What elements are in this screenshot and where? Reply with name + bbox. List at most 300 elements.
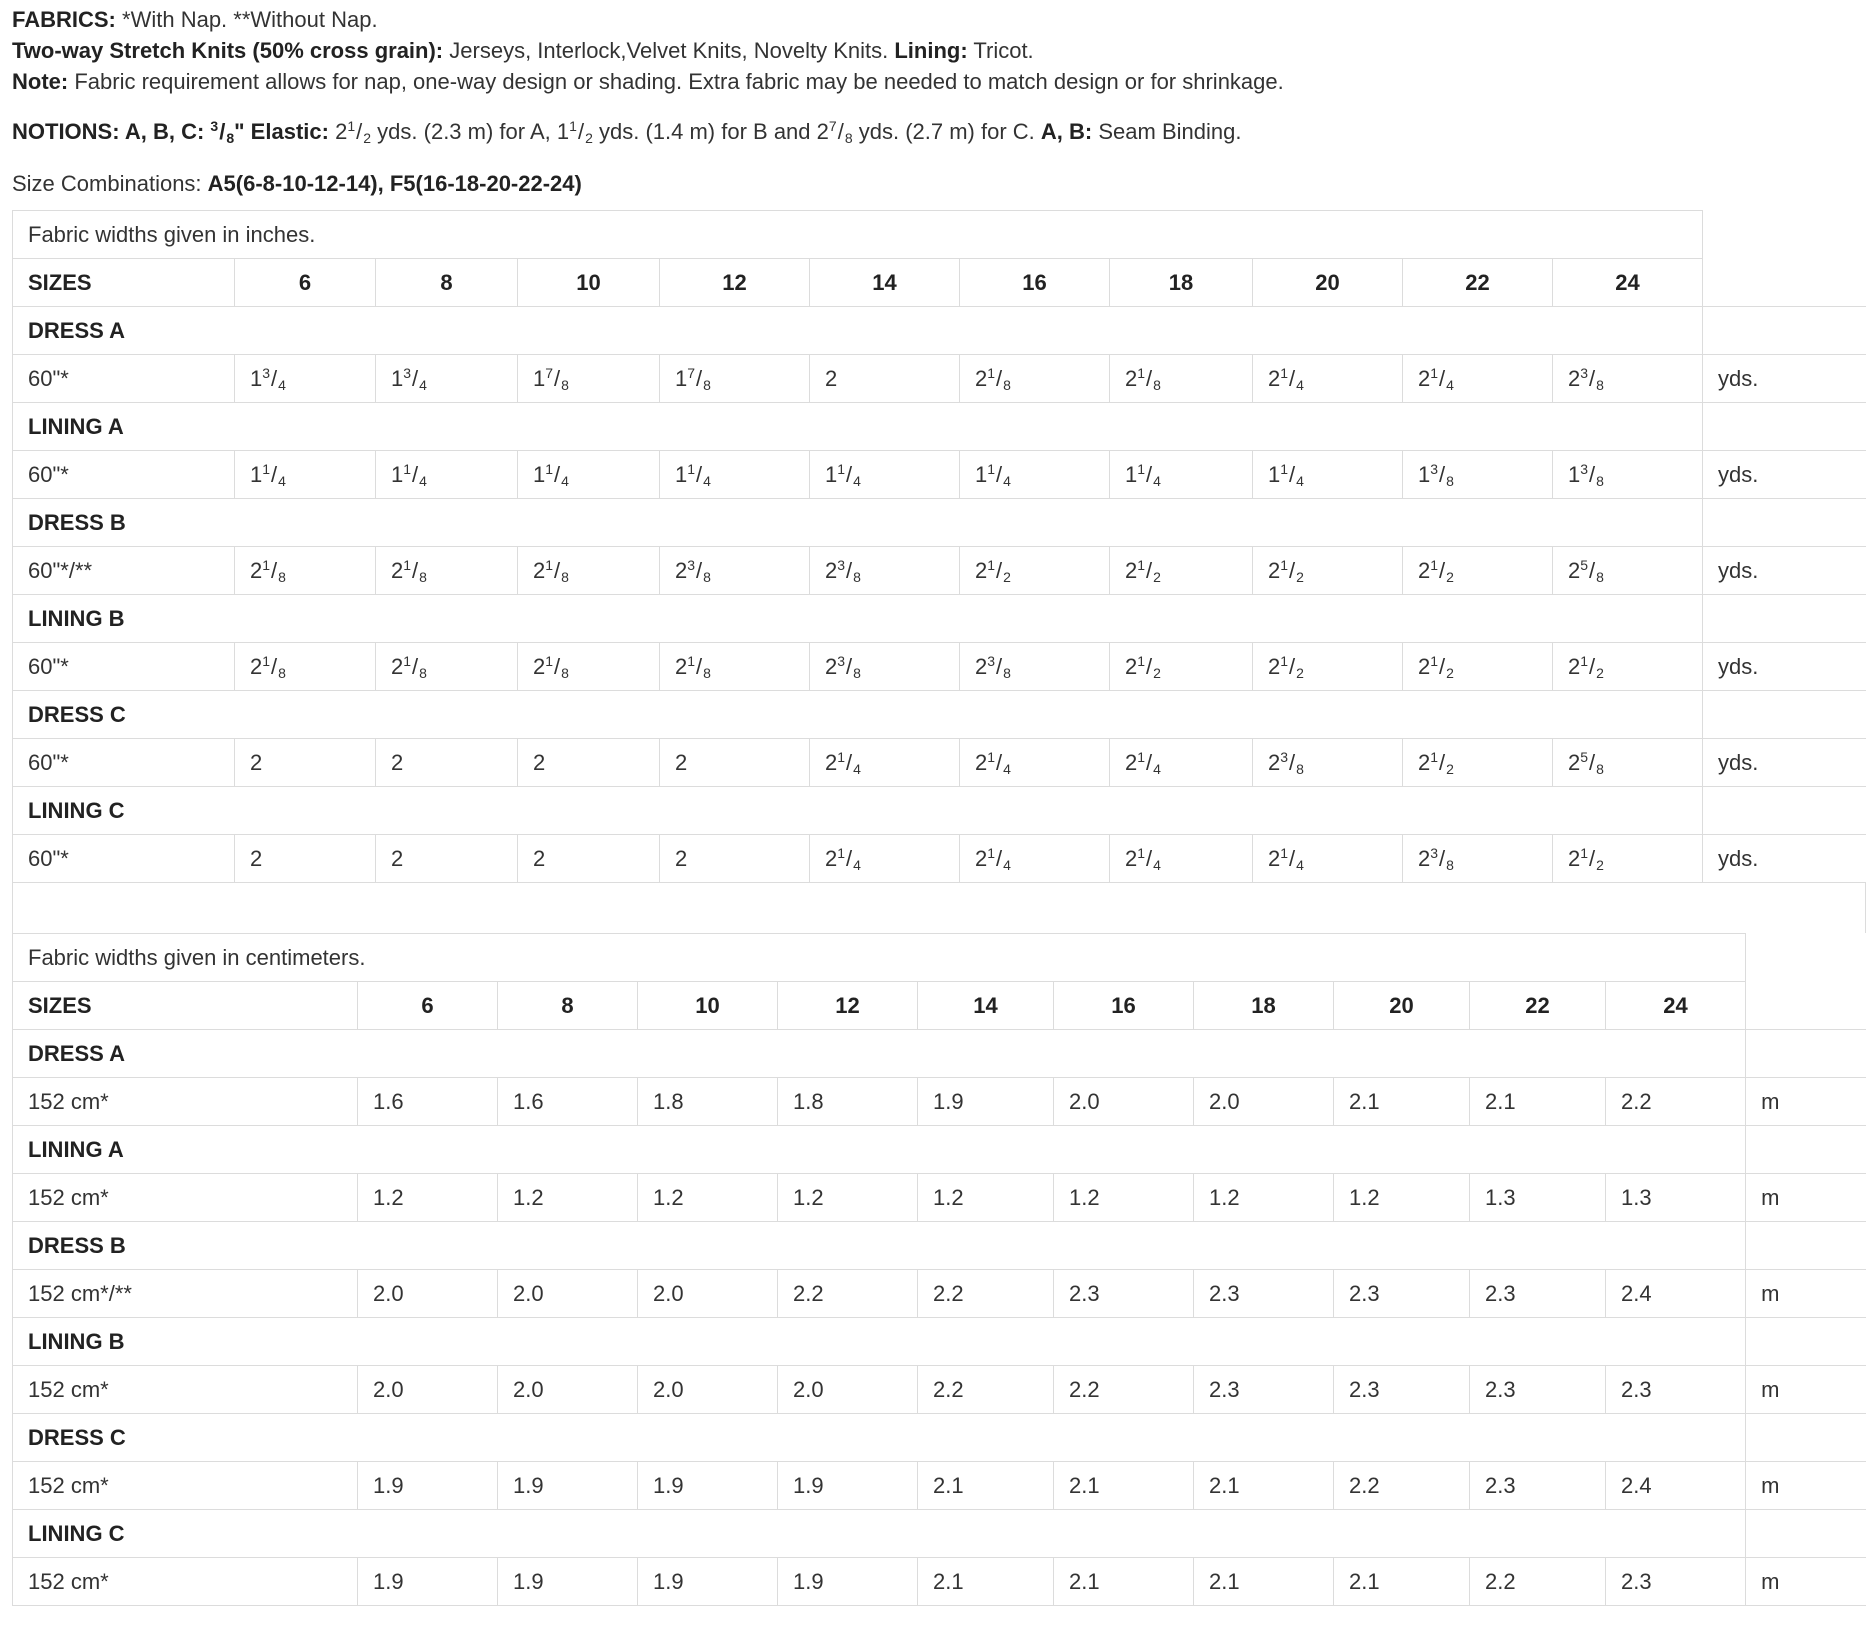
table-row	[13, 355, 1866, 403]
fraction-numerator: 1	[1137, 460, 1146, 477]
fraction-denominator: 8	[853, 664, 861, 681]
fraction-denominator: 2	[1296, 664, 1304, 681]
unit-label: yds.	[1703, 643, 1866, 691]
size-header: 14	[810, 259, 960, 307]
fraction-slash: /	[846, 845, 853, 871]
yardage-fraction	[545, 557, 569, 585]
fraction-numerator: 1	[837, 748, 846, 765]
fraction-denominator: 8	[561, 376, 569, 393]
yardage-whole: 1	[533, 461, 546, 487]
yardage-whole: 2	[533, 653, 546, 679]
yardage-fraction	[1280, 845, 1304, 873]
yardage-fraction	[687, 365, 711, 393]
yardage-cell: 1.6	[498, 1078, 638, 1126]
size-header: 16	[960, 259, 1110, 307]
fraction-slash: /	[1589, 461, 1596, 487]
yardage-cell	[660, 643, 810, 691]
fraction-slash: /	[554, 653, 561, 679]
fraction-denominator: 4	[853, 472, 861, 489]
yardage-cell	[960, 451, 1110, 499]
yardage-cell: 1.9	[498, 1462, 638, 1510]
yardage-fraction	[837, 557, 861, 585]
yardage-fraction	[837, 461, 861, 489]
fraction-denominator: 4	[419, 376, 427, 393]
yardage-fraction	[262, 557, 286, 585]
garment-name: LINING B	[13, 595, 1703, 643]
fraction-denominator: 8	[853, 568, 861, 585]
fraction-denominator: 4	[1153, 760, 1161, 777]
fraction-numerator: 1	[1430, 556, 1439, 573]
yardage-cell: 1.8	[638, 1078, 778, 1126]
yardage-fraction	[403, 461, 427, 489]
fraction-slash: /	[271, 557, 278, 583]
fraction-denominator: 8	[561, 664, 569, 681]
fraction-denominator: 2	[1153, 664, 1161, 681]
fabric-width: 60"*/**	[13, 547, 235, 595]
yardage-cell	[1403, 643, 1553, 691]
yardage-whole: 2	[1125, 653, 1138, 679]
yardage-whole: 2	[1268, 749, 1281, 775]
fraction-slash: /	[554, 365, 561, 391]
fraction-denominator: 4	[1003, 472, 1011, 489]
yardage-fraction	[1280, 749, 1304, 777]
garment-name: DRESS A	[13, 307, 1703, 355]
size-combinations-line	[12, 168, 1854, 199]
fraction-denominator: 8	[1446, 856, 1454, 873]
fraction-numerator: 1	[545, 652, 554, 669]
fraction-numerator: 5	[1580, 556, 1589, 573]
yardage-cell: 2.3	[1606, 1558, 1746, 1606]
unit-label: m	[1746, 1558, 1866, 1606]
yardage-cell	[1253, 355, 1403, 403]
fraction-slash: /	[412, 653, 419, 679]
size-header: 8	[498, 982, 638, 1030]
fraction-slash: /	[1439, 749, 1446, 775]
blank-cell	[1746, 1126, 1866, 1174]
yardage-whole: 2	[975, 365, 988, 391]
fraction-slash: /	[1439, 557, 1446, 583]
table-row	[13, 1462, 1866, 1510]
fraction-slash: /	[1589, 653, 1596, 679]
size-header: 24	[1553, 259, 1703, 307]
yardage-fraction	[987, 749, 1011, 777]
yardage-cell	[810, 835, 960, 883]
size-header: 10	[518, 259, 660, 307]
fraction-denominator: 4	[1446, 376, 1454, 393]
yardage-fraction	[1580, 749, 1604, 777]
yardage-whole: 2	[250, 845, 263, 871]
yardage-cell: 2.1	[1054, 1462, 1194, 1510]
yardage-fraction	[1280, 365, 1304, 393]
fraction-slash: /	[1146, 365, 1153, 391]
fraction-numerator: 1	[1580, 844, 1589, 861]
fraction-denominator: 4	[278, 376, 286, 393]
fraction-slash: /	[696, 461, 703, 487]
yardage-cell	[1553, 355, 1703, 403]
notions-line	[12, 111, 1854, 154]
fraction-denominator: 2	[1596, 664, 1604, 681]
yardage-fraction	[1430, 365, 1454, 393]
size-header: 20	[1253, 259, 1403, 307]
yardage-whole: 2	[391, 557, 404, 583]
fraction-slash: /	[412, 557, 419, 583]
fraction-slash: /	[696, 365, 703, 391]
yardage-whole: 2	[975, 557, 988, 583]
yardage-cell: 2.1	[1470, 1078, 1606, 1126]
size-header: 20	[1334, 982, 1470, 1030]
fraction-slash: /	[996, 845, 1003, 871]
fraction-denominator: 4	[1003, 856, 1011, 873]
fraction-denominator: 2	[1003, 568, 1011, 585]
yardage-whole: 2	[975, 749, 988, 775]
fraction-slash: /	[271, 461, 278, 487]
sizes-label: SIZES	[13, 259, 235, 307]
yardage-cell: 1.9	[778, 1462, 918, 1510]
yardage-whole: 1	[1268, 461, 1281, 487]
fraction-numerator: 3	[1580, 364, 1589, 381]
inches-requirements-table	[12, 210, 1866, 883]
yardage-fraction	[1430, 845, 1454, 873]
yardage-cell: 2.1	[918, 1462, 1054, 1510]
fraction-numerator: 3	[987, 652, 996, 669]
fraction-numerator: 1	[1137, 364, 1146, 381]
yardage-whole: 2	[250, 653, 263, 679]
note-line	[12, 66, 1854, 97]
fraction-numerator: 7	[545, 364, 554, 381]
yardage-cell: 2.2	[1054, 1366, 1194, 1414]
yardage-whole: 2	[1418, 557, 1431, 583]
yardage-whole: 1	[825, 461, 838, 487]
fraction-denominator: 8	[278, 664, 286, 681]
fraction-denominator: 2	[1596, 856, 1604, 873]
caption-row	[13, 934, 1866, 982]
yardage-cell: 1.9	[638, 1462, 778, 1510]
yardage-fraction	[1580, 557, 1604, 585]
fraction-denominator: 8	[1003, 664, 1011, 681]
yardage-whole: 1	[675, 461, 688, 487]
lining-label: Lining:	[894, 38, 968, 63]
elastic-label: " Elastic:	[234, 119, 329, 144]
yardage-cell	[960, 739, 1110, 787]
yardage-cell	[1553, 835, 1703, 883]
yardage-cell: 2.3	[1470, 1462, 1606, 1510]
fabric-width: 152 cm*	[13, 1078, 358, 1126]
fraction-slash: /	[1289, 749, 1296, 775]
fraction-slash: /	[846, 557, 853, 583]
yardage-cell: 2.3	[1470, 1270, 1606, 1318]
yardage-cell: 1.2	[1334, 1174, 1470, 1222]
size-header: 8	[376, 259, 518, 307]
fraction-denominator: 8	[703, 664, 711, 681]
fraction-numerator: 1	[1137, 844, 1146, 861]
yardage-fraction	[837, 653, 861, 681]
yardage-fraction	[1430, 653, 1454, 681]
fraction-denominator: 4	[1153, 856, 1161, 873]
fraction-slash: /	[1146, 749, 1153, 775]
fraction-slash: /	[1146, 461, 1153, 487]
yardage-whole: 2	[1125, 749, 1138, 775]
garment-row	[13, 595, 1866, 643]
size-header: 6	[358, 982, 498, 1030]
blank-cell	[1703, 499, 1866, 547]
elastic-width-fraction: $^3/_8$	[210, 118, 235, 146]
yardage-cell: 1.2	[918, 1174, 1054, 1222]
yardage-cell	[1403, 451, 1553, 499]
fraction-slash: /	[846, 749, 853, 775]
fraction-slash: /	[1289, 845, 1296, 871]
yardage-fraction	[1137, 653, 1161, 681]
yardage-cell	[960, 643, 1110, 691]
yardage-cell: 2.1	[1194, 1462, 1334, 1510]
yardage-fraction	[545, 461, 569, 489]
garment-name: LINING C	[13, 1510, 1746, 1558]
fraction-slash: /	[1589, 749, 1596, 775]
elastic-a-text: yds. (2.3 m) for A,	[377, 119, 551, 144]
yardage-cell	[235, 835, 376, 883]
yardage-cell	[660, 355, 810, 403]
yardage-whole: 2	[1268, 365, 1281, 391]
yardage-cell: 2.3	[1606, 1366, 1746, 1414]
notions-label: NOTIONS: A, B, C:	[12, 119, 205, 144]
yardage-cell	[1553, 451, 1703, 499]
blank-cell	[1746, 934, 1866, 982]
fraction-numerator: 1	[987, 556, 996, 573]
fraction-slash: /	[846, 461, 853, 487]
yardage-whole: 2	[1125, 365, 1138, 391]
fraction-slash: /	[1589, 845, 1596, 871]
yardage-whole: 2	[1125, 557, 1138, 583]
yardage-cell	[660, 547, 810, 595]
note-label: Note:	[12, 69, 69, 94]
fraction-numerator: 3	[687, 556, 696, 573]
fraction-numerator: 1	[1280, 460, 1289, 477]
centimeters-requirements-table	[12, 933, 1866, 1606]
yardage-whole: 1	[1568, 461, 1581, 487]
fraction-denominator: 8	[1596, 568, 1604, 585]
yardage-cell	[376, 547, 518, 595]
fraction-slash: /	[996, 557, 1003, 583]
yardage-cell: 1.9	[918, 1078, 1054, 1126]
fraction-denominator: 4	[1296, 472, 1304, 489]
yardage-cell	[1553, 547, 1703, 595]
fraction-slash: /	[696, 557, 703, 583]
yardage-cell	[376, 835, 518, 883]
elastic-c-amount: $2^7/_8$	[816, 118, 853, 146]
yardage-whole: 1	[250, 365, 263, 391]
yardage-cell: 2.3	[1334, 1270, 1470, 1318]
yardage-cell: 2.0	[498, 1270, 638, 1318]
fraction-slash: /	[1589, 365, 1596, 391]
fraction-numerator: 1	[687, 460, 696, 477]
yardage-cell	[376, 739, 518, 787]
yardage-cell	[1553, 739, 1703, 787]
garment-name: LINING B	[13, 1318, 1746, 1366]
yardage-whole: 2	[1268, 653, 1281, 679]
table-row	[13, 1366, 1866, 1414]
yardage-cell	[1110, 643, 1253, 691]
fraction-denominator: 8	[1446, 472, 1454, 489]
yardage-fraction	[545, 365, 569, 393]
fabric-width: 152 cm*	[13, 1174, 358, 1222]
garment-row	[13, 499, 1866, 547]
fraction-denominator: 4	[1296, 376, 1304, 393]
yardage-whole: 2	[825, 653, 838, 679]
yardage-cell	[518, 739, 660, 787]
table-row	[13, 451, 1866, 499]
fraction-denominator: 4	[1003, 760, 1011, 777]
fraction-denominator: 4	[1153, 472, 1161, 489]
yardage-cell: 1.9	[778, 1558, 918, 1606]
yardage-cell	[1403, 547, 1553, 595]
yardage-fraction	[262, 365, 286, 393]
fraction-denominator: 8	[703, 568, 711, 585]
yardage-cell: 1.9	[498, 1558, 638, 1606]
fraction-numerator: 1	[1280, 364, 1289, 381]
yardage-cell	[235, 739, 376, 787]
fraction-slash: /	[1289, 557, 1296, 583]
size-header: 12	[660, 259, 810, 307]
yardage-fraction	[1280, 557, 1304, 585]
yardage-whole: 2	[825, 749, 838, 775]
fraction-numerator: 1	[987, 364, 996, 381]
table-caption: Fabric widths given in inches.	[13, 211, 1703, 259]
yardage-cell	[960, 835, 1110, 883]
fraction-denominator: 4	[419, 472, 427, 489]
unit-label: yds.	[1703, 547, 1866, 595]
fraction-slash: /	[1146, 845, 1153, 871]
yardage-cell: 2.0	[358, 1270, 498, 1318]
yardage-fraction	[1430, 749, 1454, 777]
blank-cell	[1703, 307, 1866, 355]
fraction-numerator: 1	[987, 844, 996, 861]
fraction-slash: /	[996, 461, 1003, 487]
sizes-header-row	[13, 259, 1866, 307]
table-row	[13, 1174, 1866, 1222]
sizes-label: SIZES	[13, 982, 358, 1030]
unit-label: m	[1746, 1078, 1866, 1126]
yardage-cell	[1253, 835, 1403, 883]
size-header: 22	[1403, 259, 1553, 307]
yardage-fraction	[1137, 557, 1161, 585]
yardage-cell: 2.1	[1334, 1078, 1470, 1126]
yardage-cell: 2.3	[1194, 1270, 1334, 1318]
table-row	[13, 835, 1866, 883]
fraction-numerator: 3	[262, 364, 271, 381]
yardage-fraction	[1580, 845, 1604, 873]
garment-name: LINING A	[13, 403, 1703, 451]
yardage-fraction	[837, 749, 861, 777]
blank-cell	[1746, 1222, 1866, 1270]
yardage-cell: 2.4	[1606, 1270, 1746, 1318]
yardage-cell: 1.9	[358, 1558, 498, 1606]
table-row	[13, 739, 1866, 787]
yardage-cell: 1.9	[638, 1558, 778, 1606]
fraction-denominator: 8	[703, 376, 711, 393]
yardage-whole: 2	[975, 845, 988, 871]
yardage-whole: 2	[1568, 653, 1581, 679]
fraction-numerator: 3	[1280, 748, 1289, 765]
yardage-fraction	[837, 845, 861, 873]
yardage-cell	[518, 355, 660, 403]
fraction-slash: /	[554, 557, 561, 583]
yardage-cell: 1.2	[1054, 1174, 1194, 1222]
yardage-whole: 2	[825, 365, 838, 391]
garment-row	[13, 1030, 1866, 1078]
yardage-cell	[235, 643, 376, 691]
yardage-whole: 2	[675, 557, 688, 583]
fraction-slash: /	[1439, 365, 1446, 391]
garment-row	[13, 1222, 1866, 1270]
fraction-numerator: 1	[1430, 364, 1439, 381]
yardage-whole: 1	[533, 365, 546, 391]
yardage-cell	[810, 547, 960, 595]
fraction-numerator: 1	[837, 844, 846, 861]
lining-text: Tricot.	[973, 38, 1034, 63]
fraction-slash: /	[1439, 653, 1446, 679]
yardage-cell: 2.2	[1334, 1462, 1470, 1510]
fraction-slash: /	[412, 365, 419, 391]
fraction-numerator: 3	[837, 652, 846, 669]
fraction-numerator: 1	[1137, 748, 1146, 765]
fraction-denominator: 8	[1596, 376, 1604, 393]
size-header: 18	[1194, 982, 1334, 1030]
size-header: 18	[1110, 259, 1253, 307]
yardage-cell: 2.0	[638, 1270, 778, 1318]
fraction-slash: /	[271, 653, 278, 679]
size-combo-label: Size Combinations:	[12, 171, 202, 196]
elastic-c-text: yds. (2.7 m) for C.	[858, 119, 1035, 144]
size-header: 22	[1470, 982, 1606, 1030]
yardage-fraction	[403, 365, 427, 393]
yardage-fraction	[403, 557, 427, 585]
fraction-denominator: 4	[1296, 856, 1304, 873]
size-header: 12	[778, 982, 918, 1030]
garment-name: DRESS A	[13, 1030, 1746, 1078]
yardage-whole: 2	[675, 749, 688, 775]
fraction-slash: /	[412, 461, 419, 487]
yardage-fraction	[987, 365, 1011, 393]
yardage-cell	[1553, 643, 1703, 691]
sizes-header-row	[13, 982, 1866, 1030]
yardage-fraction	[1280, 461, 1304, 489]
yardage-whole: 2	[1268, 845, 1281, 871]
garment-row	[13, 1318, 1866, 1366]
yardage-whole: 2	[825, 845, 838, 871]
fraction-numerator: 5	[1580, 748, 1589, 765]
yardage-cell: 2.3	[1334, 1366, 1470, 1414]
yardage-fraction	[1580, 653, 1604, 681]
yardage-cell: 2.4	[1606, 1462, 1746, 1510]
fabrics-label: FABRICS:	[12, 7, 116, 32]
yardage-fraction	[687, 557, 711, 585]
yardage-whole: 2	[391, 749, 404, 775]
fraction-numerator: 1	[837, 460, 846, 477]
binding-text: Seam Binding.	[1098, 119, 1242, 144]
yardage-cell: 2.2	[1470, 1558, 1606, 1606]
yardage-cell: 2.3	[1194, 1366, 1334, 1414]
fraction-slash: /	[1289, 461, 1296, 487]
garment-name: DRESS B	[13, 499, 1703, 547]
fraction-slash: /	[846, 653, 853, 679]
yardage-cell	[1403, 355, 1553, 403]
yardage-cell	[660, 451, 810, 499]
yardage-fraction	[987, 461, 1011, 489]
blank-cell	[1746, 1414, 1866, 1462]
yardage-whole: 2	[1418, 653, 1431, 679]
fraction-numerator: 1	[1580, 652, 1589, 669]
yardage-whole: 2	[825, 557, 838, 583]
yardage-whole: 2	[1268, 557, 1281, 583]
